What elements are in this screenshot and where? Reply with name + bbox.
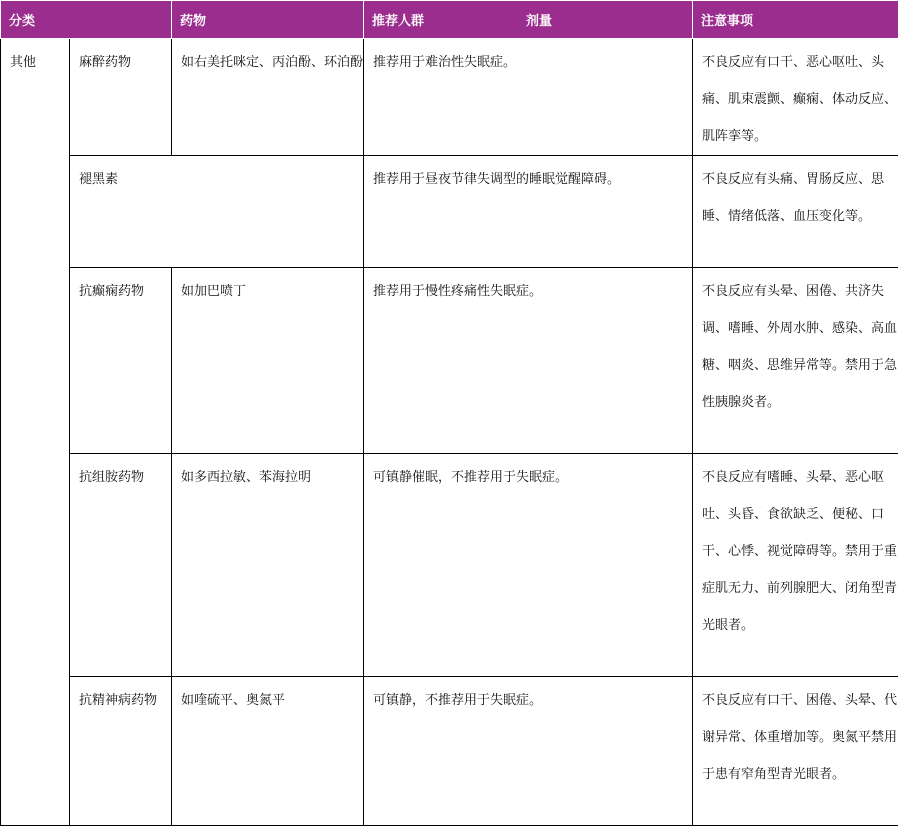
population-cell: 推荐用于难治性失眠症。: [364, 39, 693, 156]
category-cell: 其他: [1, 39, 70, 826]
subclass-cell: 抗精神病药物: [70, 677, 172, 826]
subclass-cell: 褪黑素: [70, 156, 364, 268]
drug-cell: 如喹硫平、奥氮平: [172, 677, 364, 826]
drug-cell: 如多西拉敏、苯海拉明: [172, 454, 364, 677]
table-header-row: [1, 1, 898, 39]
drug-cell: 如加巴喷丁: [172, 268, 364, 454]
notes-cell: 不良反应有口干、恶心呕吐、头痛、肌束震颤、癫痫、体动反应、肌阵挛等。: [693, 39, 898, 156]
notes-cell: 不良反应有嗜睡、头晕、恶心呕吐、头昏、食欲缺乏、便秘、口干、心悸、视觉障碍等。禁用于重症肌无力、前列腺肥大、闭角型青光眼者。: [693, 454, 898, 677]
population-cell: 推荐用于昼夜节律失调型的睡眠觉醒障碍。: [364, 156, 693, 268]
subclass-cell: 抗癫痫药物: [70, 268, 172, 454]
table-row: [1, 268, 898, 454]
header-drug: 药物: [172, 1, 364, 39]
notes-cell: 不良反应有口干、困倦、头晕、代谢异常、体重增加等。奥氮平禁用于患有窄角型青光眼者。: [693, 677, 898, 826]
table-row: [1, 454, 898, 677]
header-population: 推荐人群: [364, 10, 518, 29]
population-cell: 推荐用于慢性疼痛性失眠症。: [364, 268, 693, 454]
table-row: [1, 156, 898, 268]
table-row: [1, 39, 898, 156]
header-category: 分类: [1, 1, 172, 39]
population-cell: 可镇静催眠，不推荐用于失眠症。: [364, 454, 693, 677]
table-row: [1, 677, 898, 826]
notes-cell: 不良反应有头痛、胃肠反应、思睡、情绪低落、血压变化等。: [693, 156, 898, 268]
header-population-dosage: [364, 1, 693, 39]
drug-cell: 如右美托咪定、丙泊酚、环泊酚: [172, 39, 364, 156]
population-cell: 可镇静，不推荐用于失眠症。: [364, 677, 693, 826]
notes-cell: 不良反应有头晕、困倦、共济失调、嗜睡、外周水肿、感染、高血糖、咽炎、思维异常等。禁用于急性胰腺炎者。: [693, 268, 898, 454]
header-dosage: 剂量: [518, 10, 552, 29]
subclass-cell: 麻醉药物: [70, 39, 172, 156]
header-notes: 注意事项: [693, 1, 898, 39]
subclass-cell: 抗组胺药物: [70, 454, 172, 677]
